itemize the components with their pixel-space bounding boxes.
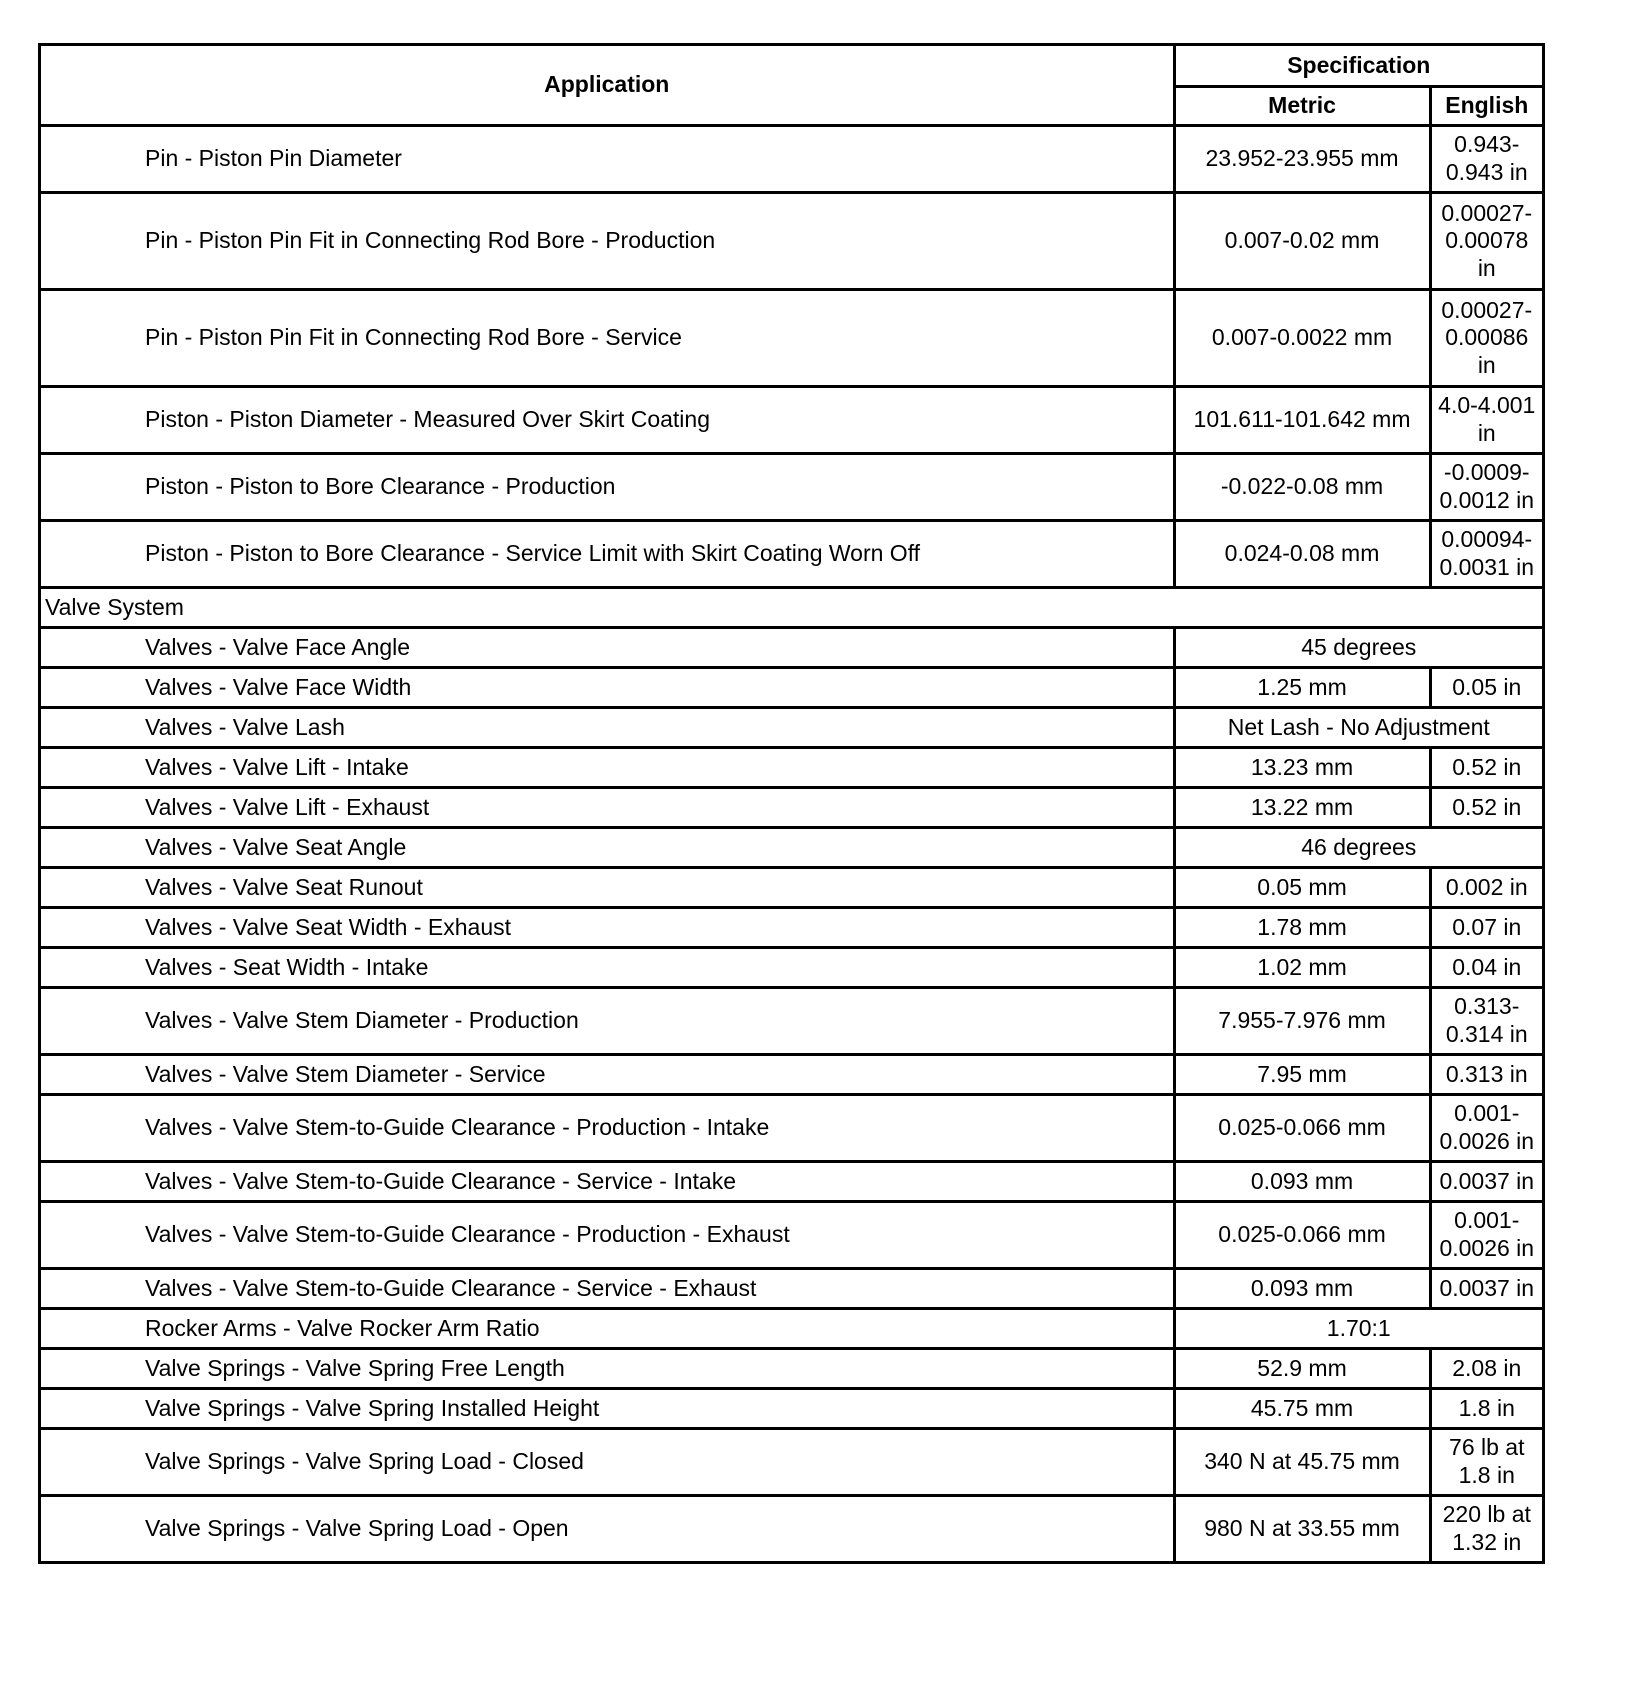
table-row [41,869,1542,906]
metric-cell: 0.025-0.066 mm [1176,1096,1429,1160]
table-row [41,1203,1542,1267]
english-cell: 0.002 in [1432,869,1542,906]
english-cell: 0.05 in [1432,669,1542,706]
table-row [41,989,1542,1053]
application-cell: Valves - Valve Stem-to-Guide Clearance - Production - Intake [41,1096,1173,1160]
table-row [41,1096,1542,1160]
table-row [41,1497,1542,1561]
table-row [41,829,1542,866]
metric-cell: 0.093 mm [1176,1270,1429,1307]
table-row [41,1270,1542,1307]
metric-cell: 13.22 mm [1176,789,1429,826]
table-row [41,291,1542,385]
metric-cell: 980 N at 33.55 mm [1176,1497,1429,1561]
application-cell: Valves - Valve Stem-to-Guide Clearance - Production - Exhaust [41,1203,1173,1267]
application-cell: Rocker Arms - Valve Rocker Arm Ratio [41,1310,1173,1347]
english-cell: 76 lb at 1.8 in [1432,1430,1542,1494]
metric-cell: 1.78 mm [1176,909,1429,946]
application-cell: Piston - Piston to Bore Clearance - Service Limit with Skirt Coating Worn Off [41,522,1173,586]
table-row [41,709,1542,746]
english-cell: 0.52 in [1432,749,1542,786]
application-cell: Valve Springs - Valve Spring Free Length [41,1350,1173,1387]
merged-spec-cell: 45 degrees [1176,629,1542,666]
english-cell: 0.943-0.943 in [1432,127,1542,191]
application-cell: Valves - Valve Stem Diameter - Service [41,1056,1173,1093]
english-cell: 0.04 in [1432,949,1542,986]
english-cell: 0.07 in [1432,909,1542,946]
metric-cell: 0.093 mm [1176,1163,1429,1200]
metric-cell: 0.007-0.0022 mm [1176,291,1429,385]
header-metric: Metric [1176,88,1429,124]
application-cell: Valves - Valve Stem-to-Guide Clearance - Service - Exhaust [41,1270,1173,1307]
table-row [41,1430,1542,1494]
table-row [41,909,1542,946]
metric-cell: 0.025-0.066 mm [1176,1203,1429,1267]
metric-cell: 7.955-7.976 mm [1176,989,1429,1053]
table-row [41,789,1542,826]
application-cell: Valves - Valve Stem-to-Guide Clearance - Service - Intake [41,1163,1173,1200]
application-cell: Valves - Valve Lash [41,709,1173,746]
metric-cell: 0.007-0.02 mm [1176,194,1429,288]
metric-cell: 1.25 mm [1176,669,1429,706]
specification-table [38,43,1545,1564]
section-valve-system: Valve System [41,589,1542,626]
table-row [41,194,1542,288]
metric-cell: 1.02 mm [1176,949,1429,986]
application-cell: Pin - Piston Pin Fit in Connecting Rod Bore - Service [41,291,1173,385]
metric-cell: 13.23 mm [1176,749,1429,786]
application-cell: Valves - Valve Seat Runout [41,869,1173,906]
application-cell: Piston - Piston Diameter - Measured Over Skirt Coating [41,388,1173,452]
metric-cell: 101.611-101.642 mm [1176,388,1429,452]
table-row [41,127,1542,191]
english-cell: 0.313-0.314 in [1432,989,1542,1053]
english-cell: 220 lb at 1.32 in [1432,1497,1542,1561]
metric-cell: 45.75 mm [1176,1390,1429,1427]
application-cell: Piston - Piston to Bore Clearance - Production [41,455,1173,519]
application-cell: Valve Springs - Valve Spring Installed Height [41,1390,1173,1427]
table-row [41,455,1542,519]
application-cell: Valves - Valve Stem Diameter - Production [41,989,1173,1053]
application-cell: Pin - Piston Pin Fit in Connecting Rod Bore - Production [41,194,1173,288]
table-row [41,629,1542,666]
english-cell: 0.0037 in [1432,1163,1542,1200]
metric-cell: 0.05 mm [1176,869,1429,906]
table-row [41,1390,1542,1427]
metric-cell: 0.024-0.08 mm [1176,522,1429,586]
english-cell: 0.00027-0.00078 in [1432,194,1542,288]
merged-spec-cell: 46 degrees [1176,829,1542,866]
english-cell: 0.00027-0.00086 in [1432,291,1542,385]
header-specification: Specification [1176,46,1542,85]
table-row [41,1310,1542,1347]
application-cell: Valves - Seat Width - Intake [41,949,1173,986]
english-cell: -0.0009-0.0012 in [1432,455,1542,519]
metric-cell: 52.9 mm [1176,1350,1429,1387]
application-cell: Valves - Valve Seat Angle [41,829,1173,866]
table-row [41,1056,1542,1093]
english-cell: 0.00094-0.0031 in [1432,522,1542,586]
table-row [41,1163,1542,1200]
table-row [41,749,1542,786]
application-cell: Valves - Valve Face Width [41,669,1173,706]
header-row [41,46,1542,85]
english-cell: 0.52 in [1432,789,1542,826]
metric-cell: 340 N at 45.75 mm [1176,1430,1429,1494]
metric-cell: 7.95 mm [1176,1056,1429,1093]
english-cell: 0.001-0.0026 in [1432,1096,1542,1160]
english-cell: 2.08 in [1432,1350,1542,1387]
header-english: English [1432,88,1542,124]
header-application: Application [41,46,1173,124]
english-cell: 0.313 in [1432,1056,1542,1093]
application-cell: Valve Springs - Valve Spring Load - Closed [41,1430,1173,1494]
application-cell: Valves - Valve Lift - Intake [41,749,1173,786]
merged-spec-cell: Net Lash - No Adjustment [1176,709,1542,746]
section-row [41,589,1542,626]
merged-spec-cell: 1.70:1 [1176,1310,1542,1347]
application-cell: Valves - Valve Seat Width - Exhaust [41,909,1173,946]
application-cell: Valves - Valve Lift - Exhaust [41,789,1173,826]
table-row [41,1350,1542,1387]
english-cell: 0.001-0.0026 in [1432,1203,1542,1267]
table-row [41,388,1542,452]
metric-cell: -0.022-0.08 mm [1176,455,1429,519]
english-cell: 4.0-4.001 in [1432,388,1542,452]
table-row [41,522,1542,586]
application-cell: Pin - Piston Pin Diameter [41,127,1173,191]
application-cell: Valve Springs - Valve Spring Load - Open [41,1497,1173,1561]
english-cell: 0.0037 in [1432,1270,1542,1307]
english-cell: 1.8 in [1432,1390,1542,1427]
table-row [41,949,1542,986]
table-row [41,669,1542,706]
application-cell: Valves - Valve Face Angle [41,629,1173,666]
metric-cell: 23.952-23.955 mm [1176,127,1429,191]
